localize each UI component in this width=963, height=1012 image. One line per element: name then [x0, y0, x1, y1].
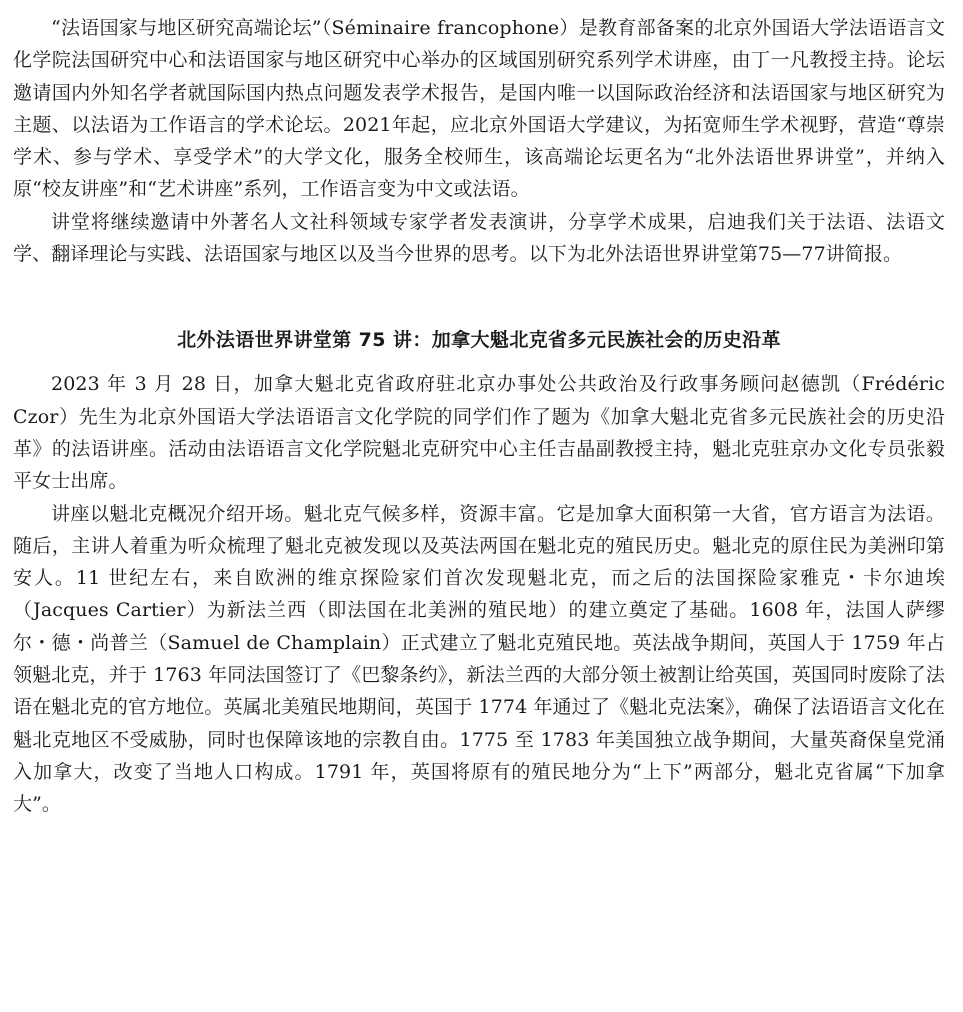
intro-paragraph-1: “法语国家与地区研究高端论坛”（Séminaire francophone）是教育部备案的北京外国语大学法语语言文化学院法国研究中心和法语国家与地区研究中心举办的区域国别研究系列学术讲座，由丁一凡教授主持。论坛邀请国内外知名学者就国际国内热点问题发表学术报告，是国内唯一以国际政治经济和法语国家与地区研究为主题、以法语为工作语言的学术论坛。2021年起，应北京外国语大学建议，为拓宽师生学术视野，营造“尊崇学术、参与学术、享受学术”的大学文化，服务全校师生，该高端论坛更名为“北外法语世界讲堂”，并纳入原“校友讲座”和“艺术讲座”系列，工作语言变为中文或法语。 — [13, 17, 945, 201]
lecture-75-paragraph-2: 讲座以魁北克概况介绍开场。魁北克气候多样，资源丰富。它是加拿大面积第一大省，官方语言为法语。随后，主讲人着重为听众梳理了魁北克被发现以及英法两国在魁北克的殖民历史。魁北克的原住民为美洲印第安人。11 世纪左右，来自欧洲的维京探险家们首次发现魁北克，而之后的法国探险家雅克・卡尔迪埃（Jacques Cartier）为新法兰西（即法国在北美洲的殖民地）的建立奠定了基础。1608 年，法国人萨缪尔・德・尚普兰（Samuel de Champlain）正式建立了魁北克殖民地。英法战争期间，英国人于 1759 年占领魁北克，并于 1763 年同法国签订了《巴黎条约》，新法兰西的大部分领土被割让给英国，英国同时废除了法语在魁北克的官方地位。英属北美殖民地期间，英国于 1774 年通过了《魁北克法案》，确保了法语语言文化在魁北克地区不受威胁，同时也保障该地的宗教自由。1775 至 1783 年美国独立战争期间，大量英裔保皇党涌入加拿大，改变了当地人口构成。1791 年，英国将原有的殖民地分为“上下”两部分，魁北克省属“下加拿大”。 — [13, 502, 945, 816]
intro-paragraph-2: 讲堂将继续邀请中外著名人文社科领域专家学者发表演讲，分享学术成果，启迪我们关于法语、法语文学、翻译理论与实践、法语国家与地区以及当今世界的思考。以下为北外法语世界讲堂第75—77讲简报。 — [13, 210, 945, 266]
lecture-75-title: 北外法语世界讲堂第 75 讲：加拿大魁北克省多元民族社会的历史沿革 — [177, 329, 781, 352]
lecture-75-paragraph-1: 2023 年 3 月 28 日，加拿大魁北克省政府驻北京办事处公共政治及行政事务顾问赵德凯（Frédéric Czor）先生为北京外国语大学法语语言文化学院的同学们作了题为《加拿大魁北克省多元民族社会的历史沿革》的法语讲座。活动由法语语言文化学院魁北克研究中心主任吉晶副教授主持，魁北克驻京办文化专员张毅平女士出席。 — [13, 373, 945, 493]
